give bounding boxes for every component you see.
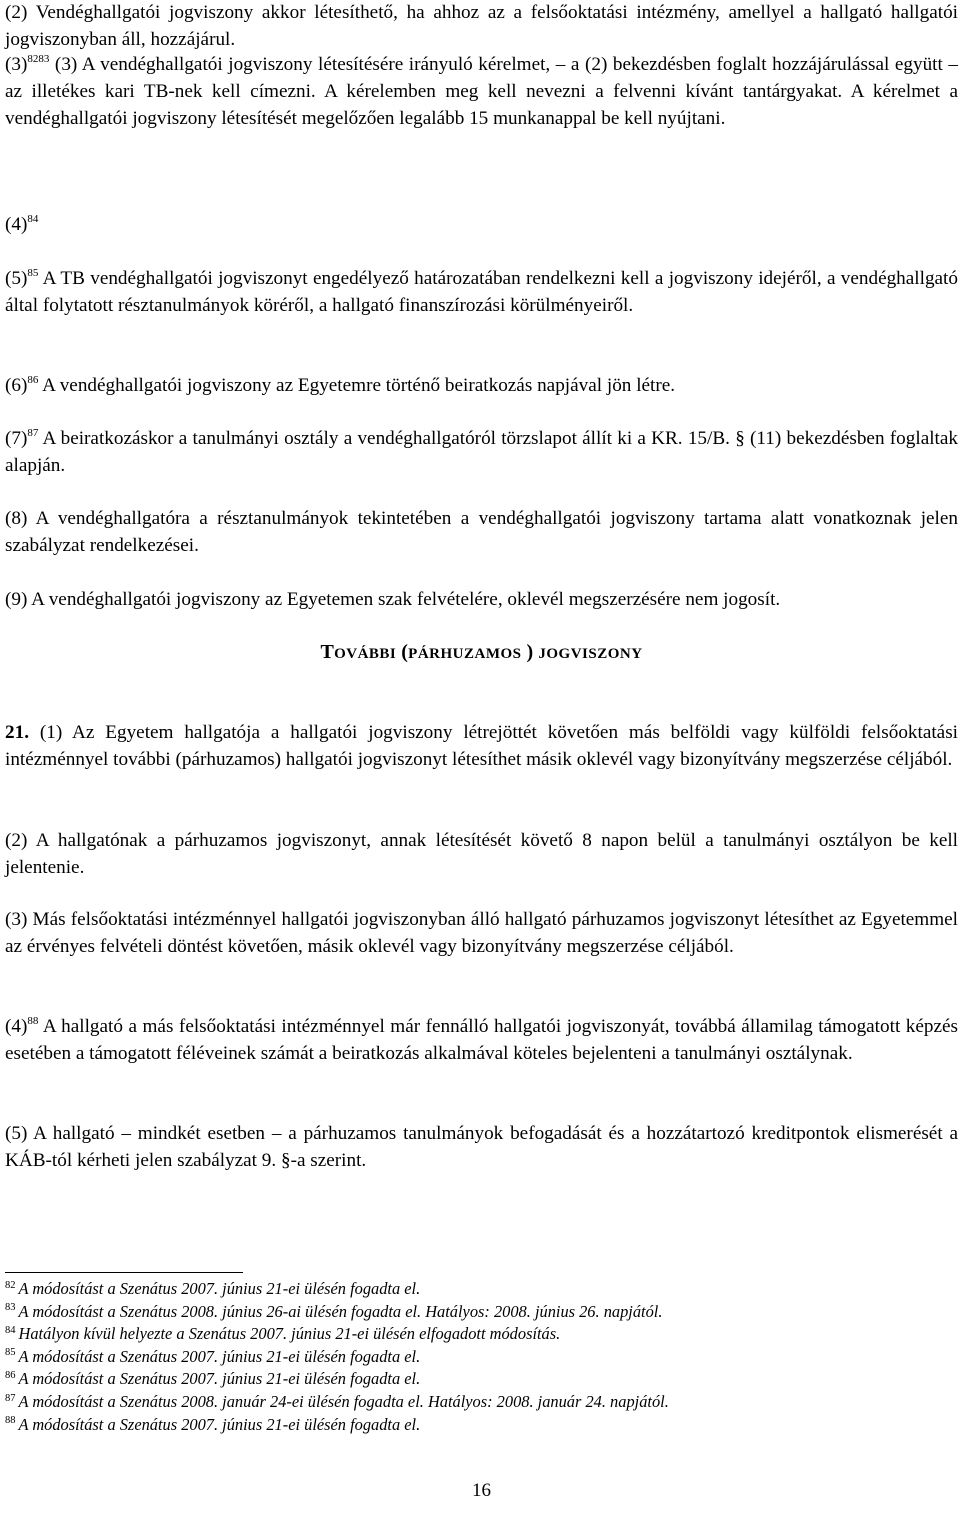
paragraph-2-text: (2) Vendéghallgatói jogviszony akkor létesíthető, ha ahhoz az a felsőoktatási intézmény, amellyel a hallgató hallgatói jogviszonyban áll, hozzájárul. <box>5 2 958 50</box>
heading-word-3: JOGVISZONY <box>538 646 643 662</box>
section-21-number: 21. <box>5 722 29 743</box>
footnote-text: A módosítást a Szenátus 2007. június 21-ei ülésén fogadta el. <box>18 1279 421 1298</box>
paragraph-4 <box>5 212 958 239</box>
footnote-ref-86[interactable]: 86 <box>27 373 39 386</box>
heading-word-1-cap: T <box>320 641 335 663</box>
section-21-paragraph-3 <box>5 907 958 961</box>
footnote-ref-85[interactable]: 85 <box>27 266 39 279</box>
footnote-83 <box>5 1301 958 1324</box>
paragraph-6-text: A vendéghallgatói jogviszony az Egyetemre történő beiratkozás napjával jön létre. <box>38 375 676 396</box>
page-number: 16 <box>472 1480 491 1501</box>
footnote-text: Hatályon kívül helyezte a Szenátus 2007. június 21-ei ülésén elfogadott módosítás. <box>18 1324 561 1344</box>
heading-word-1-rest: OVÁBBI <box>334 646 397 662</box>
footnote-82 <box>5 1278 958 1301</box>
footnote-ref-87[interactable]: 87 <box>27 426 39 439</box>
footnotes <box>5 1278 958 1436</box>
footnote-ref-88[interactable]: 88 <box>27 1014 39 1027</box>
section-21-paragraph-1 <box>5 720 958 774</box>
paragraph-7 <box>5 426 958 480</box>
section-21-paragraph-3-text: (3) Más felsőoktatási intézménnyel hallgatói jogviszonyban álló hallgató párhuzamos jogviszonyt létesíthet az Egyetemmel az érvényes felvételi döntést követően, másik oklevél vagy bizonyítvány megszerzése céljából. <box>5 909 958 957</box>
footnote-number: 84 <box>5 1324 16 1336</box>
footnote-number: 87 <box>5 1392 16 1404</box>
footnote-88 <box>5 1414 958 1437</box>
paragraph-3-text: (3) A vendéghallgatói jogviszony létesítésére irányuló kérelmet, – a (2) bekezdésben foglalt hozzájárulással együtt – az illetékes kari TB-nek kell címezni. A kérelemben meg kell nevezni a felvenni kívánt tantárgyakat. A kérelmet a vendéghallgatói jogviszony létesítését megelőzően legalább 15 munkanappal be kell nyújtani. <box>5 54 958 129</box>
footnote-number: 88 <box>5 1415 16 1427</box>
footnote-text: A módosítást a Szenátus 2007. június 21-ei ülésén fogadta el. <box>18 1346 421 1366</box>
section-21-paragraph-2 <box>5 828 958 882</box>
section-21-paragraph-4-prefix: (4) <box>5 1016 28 1037</box>
document-page <box>5 0 958 1519</box>
paragraph-2 <box>5 0 958 54</box>
heading-word-2-cap: P <box>408 646 418 662</box>
paragraph-3 <box>5 52 958 132</box>
footnote-text: A módosítást a Szenátus 2008. június 26-ai ülésén fogadta el. Hatályos: 2008. június 26. napjától. <box>18 1301 663 1321</box>
section-21-paragraph-4-text: A hallgató a más felsőoktatási intézménnyel már fennálló hallgatói jogviszonyát, továbbá államilag támogatott képzés esetében a támogatott féléveinek számát a beiratkozás alkalmával köteles bejelenteni a tanulmányi osztálynak. <box>5 1016 958 1064</box>
footnote-ref-84[interactable]: 84 <box>27 212 39 225</box>
footnote-number: 83 <box>5 1302 16 1314</box>
paragraph-7-text: A beiratkozáskor a tanulmányi osztály a vendéghallgatóról törzslapot állít ki a KR. 15/B. § (11) bekezdésben foglaltak alapján. <box>5 428 958 476</box>
footnote-separator <box>5 1272 243 1273</box>
footnote-text: A módosítást a Szenátus 2007. június 21-ei ülésén fogadta el. <box>18 1414 421 1434</box>
footnote-number: 85 <box>5 1347 16 1359</box>
heading-word-2-rest: ÁRHUZAMOS <box>417 646 522 662</box>
paragraph-5 <box>5 266 958 320</box>
paragraph-4-prefix: (4) <box>5 214 28 235</box>
footnote-text: A módosítást a Szenátus 2008. január 24-ei ülésén fogadta el. Hatályos: 2008. január 24. napjától. <box>18 1391 669 1411</box>
paragraph-3-prefix: (3) <box>5 54 28 75</box>
paragraph-5-text: A TB vendéghallgatói jogviszonyt engedélyező határozatában rendelkezni kell a jogviszony idejéről, a vendéghallgató által folytatott résztanulmányok köréről, a hallgató finanszírozási körülményeiről. <box>5 268 958 316</box>
section-21-paragraph-5-text: (5) A hallgató – mindkét esetben – a párhuzamos tanulmányok befogadását és a hozzátartozó kreditpontok elismerését a KÁB-tól kérheti jelen szabályzat 9. §-a szerint. <box>5 1123 958 1171</box>
footnote-ref-82-83[interactable]: 8283 <box>27 52 50 65</box>
paragraph-8-text: (8) A vendéghallgatóra a résztanulmányok tekintetében a vendéghallgatói jogviszony tartama alatt vonatkoznak jelen szabályzat rendelkezései. <box>5 508 958 556</box>
footnote-87 <box>5 1391 958 1414</box>
section-21-paragraph-4 <box>5 1014 958 1068</box>
section-21-paragraph-5 <box>5 1121 958 1175</box>
paragraph-7-prefix: (7) <box>5 428 28 449</box>
section-heading <box>5 641 958 664</box>
paragraph-9-text: (9) A vendéghallgatói jogviszony az Egyetemen szak felvételére, oklevél megszerzésére nem jogosít. <box>5 589 781 610</box>
footnote-text: A módosítást a Szenátus 2007. június 21-ei ülésén fogadta el. <box>18 1369 421 1389</box>
footnote-number: 86 <box>5 1369 16 1381</box>
paragraph-6-prefix: (6) <box>5 375 28 396</box>
section-21-paragraph-1-text: (1) Az Egyetem hallgatója a hallgatói jogviszony létrejöttét követően más belföldi vagy külföldi felsőoktatási intézménnyel további (párhuzamos) hallgatói jogviszonyt létesíthet másik oklevél vagy bizonyítvány megszerzése céljából. <box>5 722 958 770</box>
footnote-number: 82 <box>5 1279 16 1291</box>
heading-open-paren: ( <box>401 641 409 663</box>
section-21-paragraph-2-text: (2) A hallgatónak a párhuzamos jogviszonyt, annak létesítését követő 8 napon belül a tanulmányi osztályon be kell jelentenie. <box>5 830 958 878</box>
heading-close-paren: ) <box>526 641 534 663</box>
footnote-84 <box>5 1323 958 1346</box>
paragraph-6 <box>5 373 958 400</box>
paragraph-8 <box>5 506 958 560</box>
paragraph-5-prefix: (5) <box>5 268 28 289</box>
footnote-86 <box>5 1368 958 1391</box>
paragraph-9 <box>5 587 958 614</box>
footnote-85 <box>5 1346 958 1369</box>
